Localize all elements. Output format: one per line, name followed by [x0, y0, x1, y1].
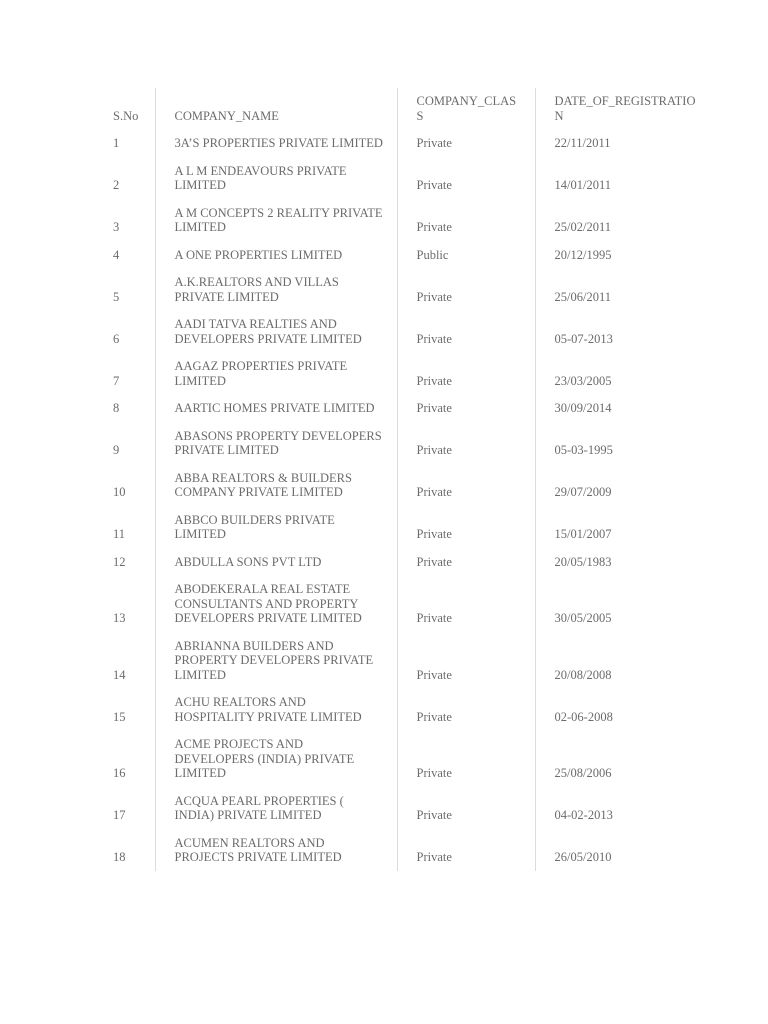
row-date-of-registration: 22/11/2011: [554, 136, 611, 150]
row-date-of-registration: 20/08/2008: [554, 667, 612, 682]
row-sno: 10: [94, 464, 155, 506]
row-company-class: Private: [397, 157, 535, 199]
row-company-class: Private: [397, 548, 535, 576]
row-date-of-registration: 30/09/2014: [554, 401, 612, 415]
row-sno: 6: [94, 310, 155, 352]
row-company-class: Private: [397, 575, 535, 632]
table-row: [94, 548, 714, 576]
header-sno: S.No: [94, 88, 155, 129]
table-row: [94, 422, 714, 464]
row-sno: 11: [94, 506, 155, 548]
table-body: [94, 129, 714, 871]
row-date-of-registration: 29/07/2009: [554, 485, 612, 499]
row-company-class: Private: [397, 506, 535, 548]
row-sno: 13: [94, 575, 155, 632]
row-sno: 12: [94, 548, 155, 576]
row-company-name: A ONE PROPERTIES LIMITED: [155, 241, 397, 269]
row-date-of-registration: 25/08/2006: [554, 766, 612, 780]
row-date-of-registration: 20/12/1995: [554, 247, 612, 262]
row-company-class: Private: [397, 352, 535, 394]
row-company-name: ABASONS PROPERTY DEVELOPERS PRIVATE LIMITED: [155, 422, 397, 464]
row-company-name: A M CONCEPTS 2 REALITY PRIVATE LIMITED: [155, 199, 397, 241]
table-row: [94, 157, 714, 199]
row-company-class: Private: [397, 129, 535, 157]
row-company-name: 3A’S PROPERTIES PRIVATE LIMITED: [155, 129, 397, 157]
company-table: [94, 88, 714, 871]
table-row: [94, 199, 714, 241]
row-company-name: ACME PROJECTS AND DEVELOPERS (INDIA) PRIVATE LIMITED: [155, 730, 397, 787]
row-company-name: ABODEKERALA REAL ESTATE CONSULTANTS AND PROPERTY DEVELOPERS PRIVATE LIMITED: [155, 575, 397, 632]
row-date-of-registration: 23/03/2005: [554, 373, 612, 388]
table-row: [94, 310, 714, 352]
row-company-name: AADI TATVA REALTIES AND DEVELOPERS PRIVATE LIMITED: [155, 310, 397, 352]
table-row: [94, 394, 714, 422]
row-sno: 16: [94, 730, 155, 787]
row-sno: 9: [94, 422, 155, 464]
row-company-class: Private: [397, 829, 535, 871]
row-date-of-registration: 25/06/2011: [554, 289, 611, 304]
row-company-class: Private: [397, 268, 535, 310]
row-company-class: Private: [397, 730, 535, 787]
table-row: [94, 730, 714, 787]
row-sno: 14: [94, 632, 155, 689]
row-company-class: Private: [397, 787, 535, 829]
table-header-row: [94, 88, 714, 129]
row-company-class: Private: [397, 310, 535, 352]
row-company-name: A.K.REALTORS AND VILLAS PRIVATE LIMITED: [155, 268, 397, 310]
row-company-name: ABBCO BUILDERS PRIVATE LIMITED: [155, 506, 397, 548]
row-company-name: AAGAZ PROPERTIES PRIVATE LIMITED: [155, 352, 397, 394]
row-date-of-registration: 20/05/1983: [554, 554, 612, 569]
table-row: [94, 506, 714, 548]
row-company-class: Private: [397, 199, 535, 241]
table-row: [94, 632, 714, 689]
row-sno: 15: [94, 688, 155, 730]
row-company-class: Public: [397, 241, 535, 269]
row-company-class: Private: [397, 422, 535, 464]
row-date-of-registration: 02-06-2008: [554, 709, 613, 724]
table-row: [94, 688, 714, 730]
row-company-name: A L M ENDEAVOURS PRIVATE LIMITED: [155, 157, 397, 199]
table-row: [94, 268, 714, 310]
header-company-name: COMPANY_NAME: [155, 88, 397, 129]
header-date-of-registration: DATE_OF_REGISTRATION: [554, 94, 696, 123]
row-date-of-registration: 25/02/2011: [554, 220, 611, 234]
table-row: [94, 787, 714, 829]
row-sno: 1: [94, 129, 155, 157]
row-sno: 8: [94, 394, 155, 422]
row-date-of-registration: 30/05/2005: [554, 611, 612, 625]
row-company-class: Private: [397, 688, 535, 730]
row-company-name: ABDULLA SONS PVT LTD: [155, 548, 397, 576]
row-date-of-registration: 05-03-1995: [554, 443, 613, 457]
table-row: [94, 352, 714, 394]
row-company-class: Private: [397, 632, 535, 689]
row-sno: 2: [94, 157, 155, 199]
row-date-of-registration: 15/01/2007: [554, 527, 612, 541]
table-row: [94, 575, 714, 632]
table-row: [94, 464, 714, 506]
row-company-name: ABBA REALTORS & BUILDERS COMPANY PRIVATE LIMITED: [155, 464, 397, 506]
row-company-name: ACQUA PEARL PROPERTIES ( INDIA) PRIVATE LIMITED: [155, 787, 397, 829]
row-date-of-registration: 04-02-2013: [554, 808, 613, 822]
row-date-of-registration: 26/05/2010: [554, 850, 612, 864]
table-row: [94, 241, 714, 269]
row-sno: 18: [94, 829, 155, 871]
header-company-class: COMPANY_CLASS: [397, 88, 535, 129]
document-page: [94, 88, 714, 871]
row-date-of-registration: 14/01/2011: [554, 178, 611, 192]
table-row: [94, 129, 714, 157]
row-sno: 4: [94, 241, 155, 269]
row-sno: 7: [94, 352, 155, 394]
row-company-name: ABRIANNA BUILDERS AND PROPERTY DEVELOPERS PRIVATE LIMITED: [155, 632, 397, 689]
row-company-name: ACHU REALTORS AND HOSPITALITY PRIVATE LIMITED: [155, 688, 397, 730]
row-sno: 5: [94, 268, 155, 310]
row-sno: 3: [94, 199, 155, 241]
row-company-name: ACUMEN REALTORS AND PROJECTS PRIVATE LIMITED: [155, 829, 397, 871]
row-company-class: Private: [397, 464, 535, 506]
row-company-name: AARTIC HOMES PRIVATE LIMITED: [155, 394, 397, 422]
row-date-of-registration: 05-07-2013: [554, 331, 613, 346]
row-sno: 17: [94, 787, 155, 829]
row-company-class: Private: [397, 394, 535, 422]
table-row: [94, 829, 714, 871]
